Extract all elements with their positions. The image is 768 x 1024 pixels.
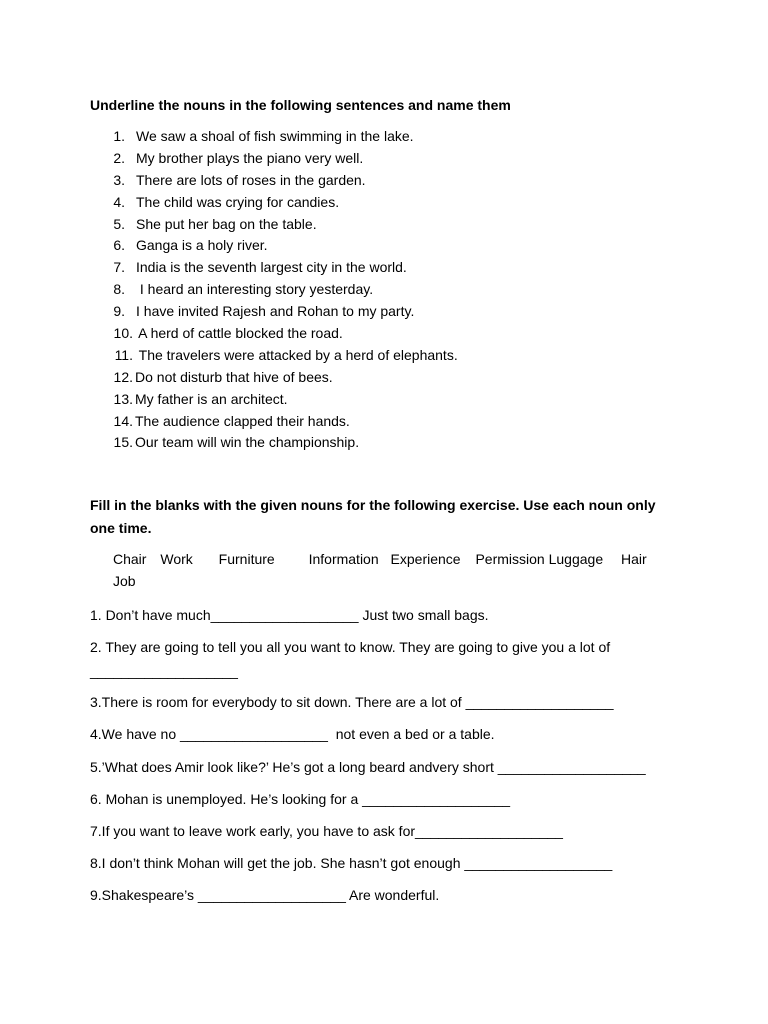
exercise-item: 7.If you want to leave work early, you have to ask for___________________	[90, 823, 563, 839]
list-item: 5. She put her bag on the table.	[113, 215, 317, 232]
list-item: 14. The audience clapped their hands.	[113, 412, 350, 429]
word-bank-item: Luggage	[548, 551, 604, 567]
word-bank-item: Job	[113, 573, 136, 589]
list-item: 3. There are lots of roses in the garden.	[113, 171, 366, 188]
exercise-item: 2. They are going to tell you all you want to know. They are going to give you a lot of ___________________	[90, 639, 611, 679]
list-item: 2. My brother plays the piano very well.	[113, 149, 364, 166]
list-item: 12. Do not disturb that hive of bees.	[113, 368, 333, 385]
word-bank-item: Hair	[621, 551, 647, 567]
list-item: 11. The travelers were attacked by a herd of elephants.	[114, 346, 458, 363]
word-bank-item: Work	[160, 551, 193, 567]
section1-heading: Underline the nouns in the following sentences and name them	[90, 97, 511, 113]
exercise-item: 1. Don’t have much___________________ Just two small bags.	[90, 607, 489, 623]
exercise-item: 5.’What does Amir look like?’ He’s got a long beard andvery short ___________________	[90, 759, 646, 775]
exercise-item: 8.I don’t think Mohan will get the job. She hasn’t got enough ___________________	[90, 855, 613, 871]
word-bank-item: Chair	[113, 551, 147, 567]
exercise-item: 6. Mohan is unemployed. He’s looking for a ___________________	[90, 791, 511, 807]
list-item: 9. I have invited Rajesh and Rohan to my party.	[113, 303, 415, 320]
section2-heading: Fill in the blanks with the given nouns for the following exercise. Use each noun only one time.	[90, 497, 656, 536]
exercise-item: 3.There is room for everybody to sit down. There are a lot of ___________________	[90, 694, 614, 710]
list-item: 15. Our team will win the championship.	[113, 434, 360, 451]
word-bank-item: Permission	[475, 551, 545, 567]
section2	[90, 494, 680, 592]
list-item: 4. The child was crying for candies.	[113, 193, 340, 210]
list-item: 1. We saw a shoal of fish swimming in the lake.	[113, 128, 414, 144]
list-item: 13. My father is an architect.	[113, 390, 288, 407]
sentence-list	[90, 126, 680, 454]
word-bank-item: Experience	[390, 551, 461, 567]
word-bank-item: Information	[308, 551, 379, 567]
word-bank	[113, 548, 663, 592]
list-item: 8. I heard an interesting story yesterday.	[113, 281, 374, 298]
exercise-item: 4.We have no ___________________ not even a bed or a table.	[90, 726, 495, 742]
exercise-item: 9.Shakespeare’s ___________________ Are wonderful.	[90, 887, 440, 903]
word-bank-item: Furniture	[218, 551, 275, 567]
worksheet-page	[90, 94, 680, 454]
list-item: 7. India is the seventh largest city in the world.	[113, 259, 407, 276]
list-item: 10. A herd of cattle blocked the road.	[113, 325, 343, 342]
list-item: 6. Ganga is a holy river.	[113, 237, 268, 254]
